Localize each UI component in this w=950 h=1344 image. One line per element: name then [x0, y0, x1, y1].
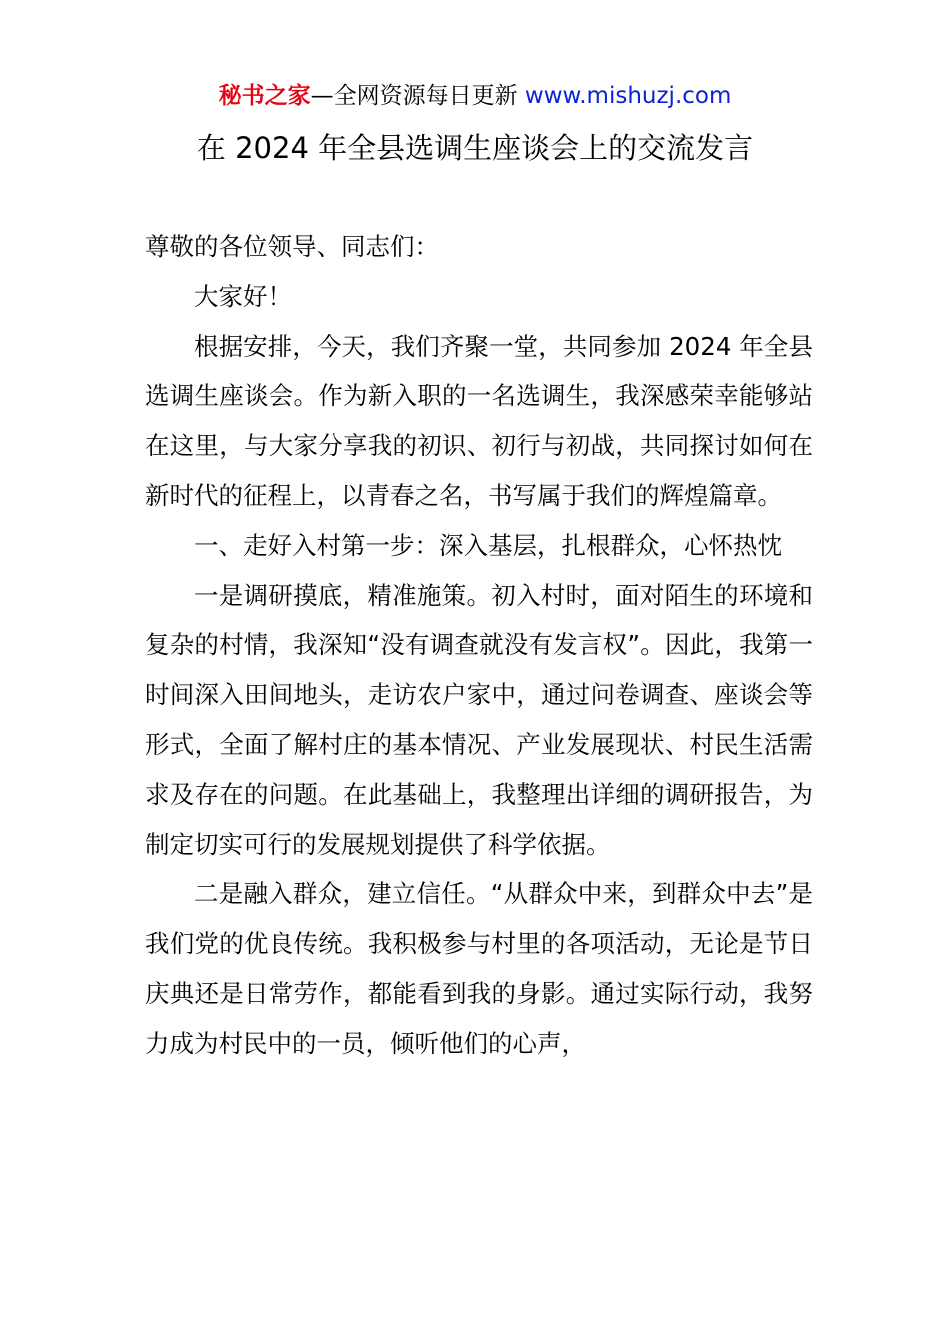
site-url-link[interactable]: www.mishuzj.com	[524, 83, 732, 109]
salutation: 尊敬的各位领导、同志们：	[145, 232, 439, 261]
banner-tagline: —全网资源每日更新	[310, 83, 525, 109]
document-body	[145, 222, 813, 1069]
greeting: 大家好！	[194, 281, 292, 311]
section-heading-1: 一、走好入村第一步：深入基层，扎根群众，心怀热忱	[194, 530, 782, 560]
brand-name: 秘书之家	[218, 83, 311, 109]
site-banner	[0, 80, 950, 112]
paragraph-intro: 根据安排，今天，我们齐聚一堂，共同参加 2024 年全县选调生座谈会。作为新入职的一名选调生，我深感荣幸能够站在这里，与大家分享我的初识、初行与初战，共同探讨如何在新时代的征程上，以青春之名，书写属于我们的辉煌篇章。	[145, 331, 813, 510]
paragraph-research: 一是调研摸底，精准施策。初入村时，面对陌生的环境和复杂的村情，我深知“没有调查就没有发言权”。因此，我第一时间深入田间地头，走访农户家中，通过问卷调查、座谈会等形式，全面了解村庄的基本情况、产业发展现状、村民生活需求及存在的问题。在此基础上，我整理出详细的调研报告，为制定切实可行的发展规划提供了科学依据。	[145, 580, 813, 859]
document-title: 在 2024 年全县选调生座谈会上的交流发言	[196, 131, 754, 165]
paragraph-integration: 二是融入群众，建立信任。“从群众中来，到群众中去”是我们党的优良传统。我积极参与村里的各项活动，无论是节日庆典还是日常劳作，都能看到我的身影。通过实际行动，我努力成为村民中的一员，倾听他们的心声，	[145, 879, 813, 1058]
